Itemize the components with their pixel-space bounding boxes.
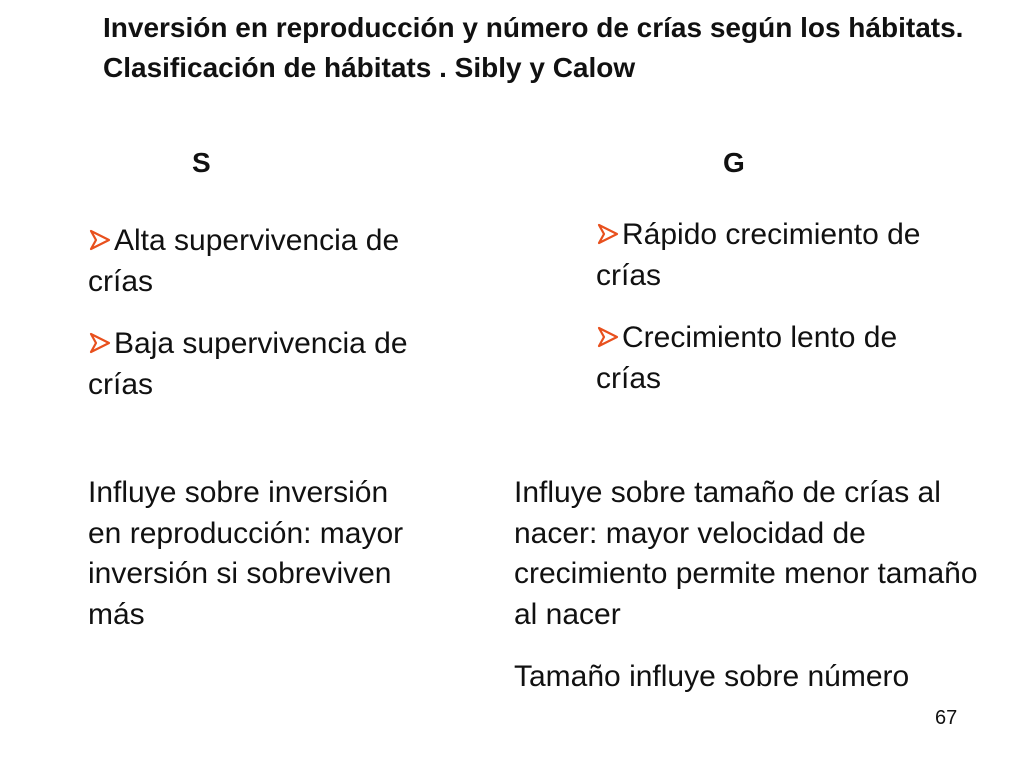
bullet-item — [596, 214, 956, 296]
bullet-item — [596, 317, 956, 399]
bullet-item — [88, 220, 418, 302]
arrow-bullet-icon — [596, 221, 622, 247]
bullet-item — [88, 323, 418, 405]
arrow-bullet-icon — [88, 227, 114, 253]
bullet-text: Crecimiento lento de crías — [596, 321, 898, 395]
bullet-list-s — [88, 220, 418, 405]
column-heading-g: G — [723, 147, 745, 178]
arrow-bullet-icon — [88, 330, 114, 356]
bullet-text: Rápido crecimiento de crías — [596, 218, 921, 292]
slide-title: Inversión en reproducción y número de crías según los hábitats. Clasificación de hábitats . Sibly y Calow — [103, 12, 964, 83]
arrow-bullet-icon — [596, 324, 622, 350]
paragraph-g-size: Influye sobre tamaño de crías al nacer: mayor velocidad de crecimiento permite menor tamaño al nacer — [514, 476, 978, 631]
paragraph-s: Influye sobre inversión en reproducción: mayor inversión si sobreviven más — [88, 476, 404, 631]
paragraph-g-number: Tamaño influye sobre número — [514, 660, 910, 693]
bullet-list-g — [596, 214, 956, 399]
page-number: 67 — [935, 707, 958, 729]
bullet-text: Alta supervivencia de crías — [88, 224, 400, 298]
column-heading-s: S — [192, 147, 211, 178]
bullet-text: Baja supervivencia de crías — [88, 327, 408, 401]
